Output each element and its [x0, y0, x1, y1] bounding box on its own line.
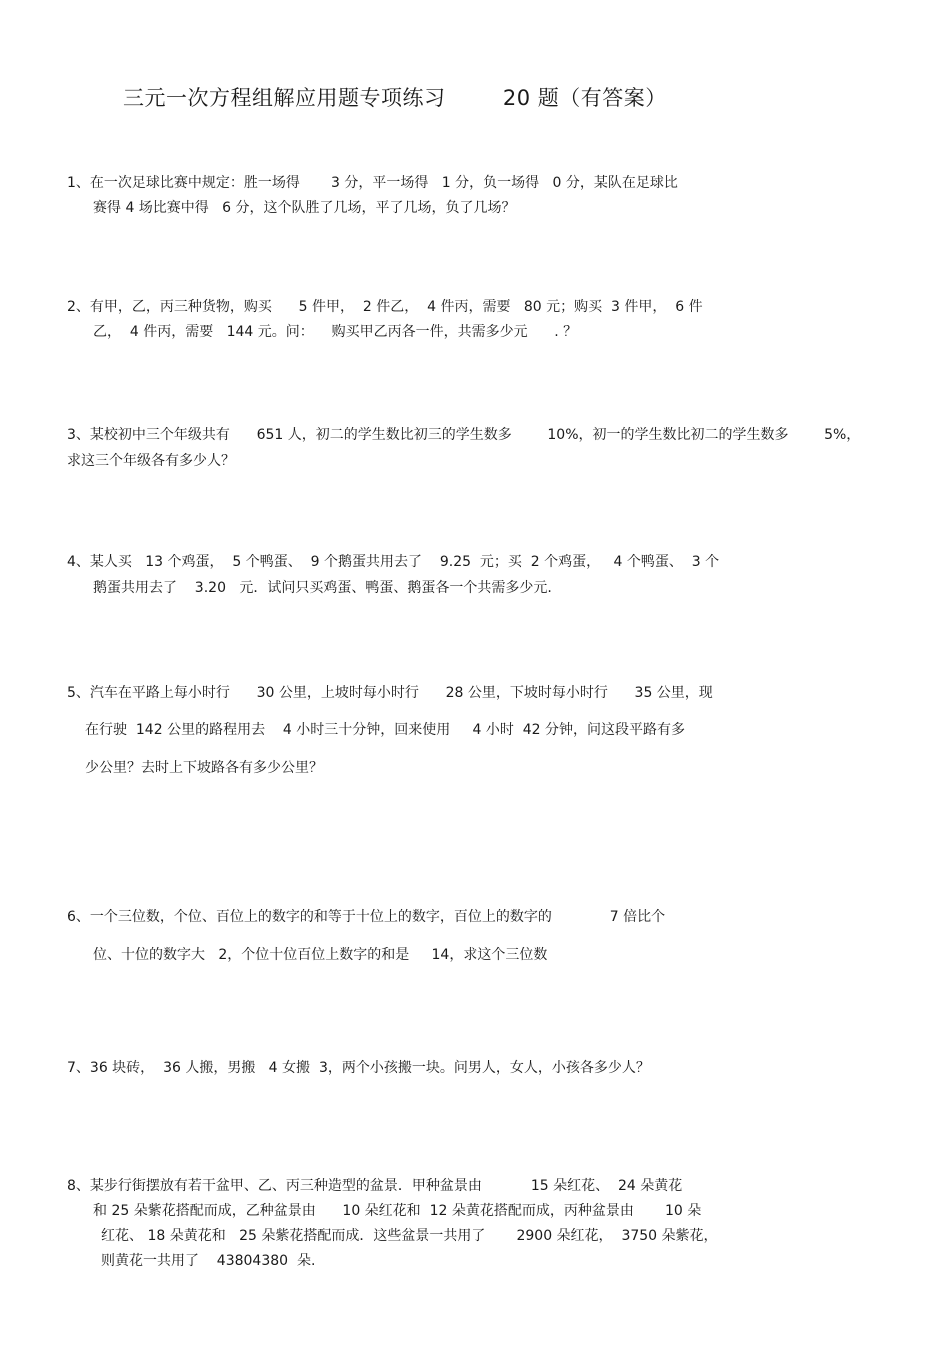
problem-3-line-2: 求这三个年级各有多少人？ — [67, 453, 235, 469]
problem-5-line-3: 少公里？去时上下坡路各有多少公里？ — [85, 760, 323, 776]
problem-3-line-1: 3、某校初中三个年级共有 651 人，初二的学生数比初三的学生数多 10%，初一的学生数比初二的学生数多 5%， — [67, 427, 861, 443]
problem-6-line-2: 位、十位的数字大 2，个位十位百位上数字的和是 14，求这个三位数 — [93, 947, 548, 963]
problem-5-line-1: 5、汽车在平路上每小时行 30 公里，上坡时每小时行 28 公里，下坡时每小时行 35 公里，现 — [67, 685, 713, 701]
problem-2-line-1: 2、有甲，乙，丙三种货物，购买 5 件甲， 2 件乙， 4 件丙，需要 80 元；购买 3 件甲， 6 件 — [67, 299, 703, 315]
problem-8-line-2: 和 25 朵紫花搭配而成，乙种盆景由 10 朵红花和 12 朵黄花搭配而成，丙种盆景由 10 朵 — [93, 1203, 702, 1219]
problem-6-line-1: 6、一个三位数，个位、百位上的数字的和等于十位上的数字，百位上的数字的 7 倍比个 — [67, 909, 666, 925]
problem-2-line-2: 乙， 4 件丙，需要 144 元。问： 购买甲乙丙各一件，共需多少元 . ？ — [93, 324, 578, 340]
problem-5-line-2: 在行驶 142 公里的路程用去 4 小时三十分钟，回来使用 4 小时 42 分钟，问这段平路有多 — [85, 722, 686, 738]
problem-1-line-1: 1、在一次足球比赛中规定：胜一场得 3 分，平一场得 1 分，负一场得 0 分，某队在足球比 — [67, 175, 678, 191]
problem-8-line-1: 8、某步行街摆放有若干盆甲、乙、丙三种造型的盆景．甲种盆景由 15 朵红花、 24 朵黄花 — [67, 1178, 683, 1194]
problem-8-line-3: 红花、 18 朵黄花和 25 朵紫花搭配而成．这些盆景一共用了 2900 朵红花， 3750 朵紫花， — [101, 1228, 718, 1244]
problem-8-line-4: 则黄花一共用了 43804380 朵. — [101, 1253, 316, 1269]
problem-4-line-2: 鹅蛋共用去了 3.20 元．试问只买鸡蛋、鸭蛋、鹅蛋各一个共需多少元. — [93, 580, 552, 596]
document-title: 三元一次方程组解应用题专项练习 20 题（有答案） — [123, 86, 667, 110]
problem-4-line-1: 4、某人买 13 个鸡蛋， 5 个鸭蛋、 9 个鹅蛋共用去了 9.25 元；买 2 个鸡蛋， 4 个鸭蛋、 3 个 — [67, 554, 720, 570]
problem-1-line-2: 赛得 4 场比赛中得 6 分，这个队胜了几场，平了几场，负了几场？ — [93, 200, 516, 216]
problem-7-line-1: 7、36 块砖， 36 人搬，男搬 4 女搬 3，两个小孩搬一块。问男人，女人，小孩各多少人？ — [67, 1060, 650, 1076]
